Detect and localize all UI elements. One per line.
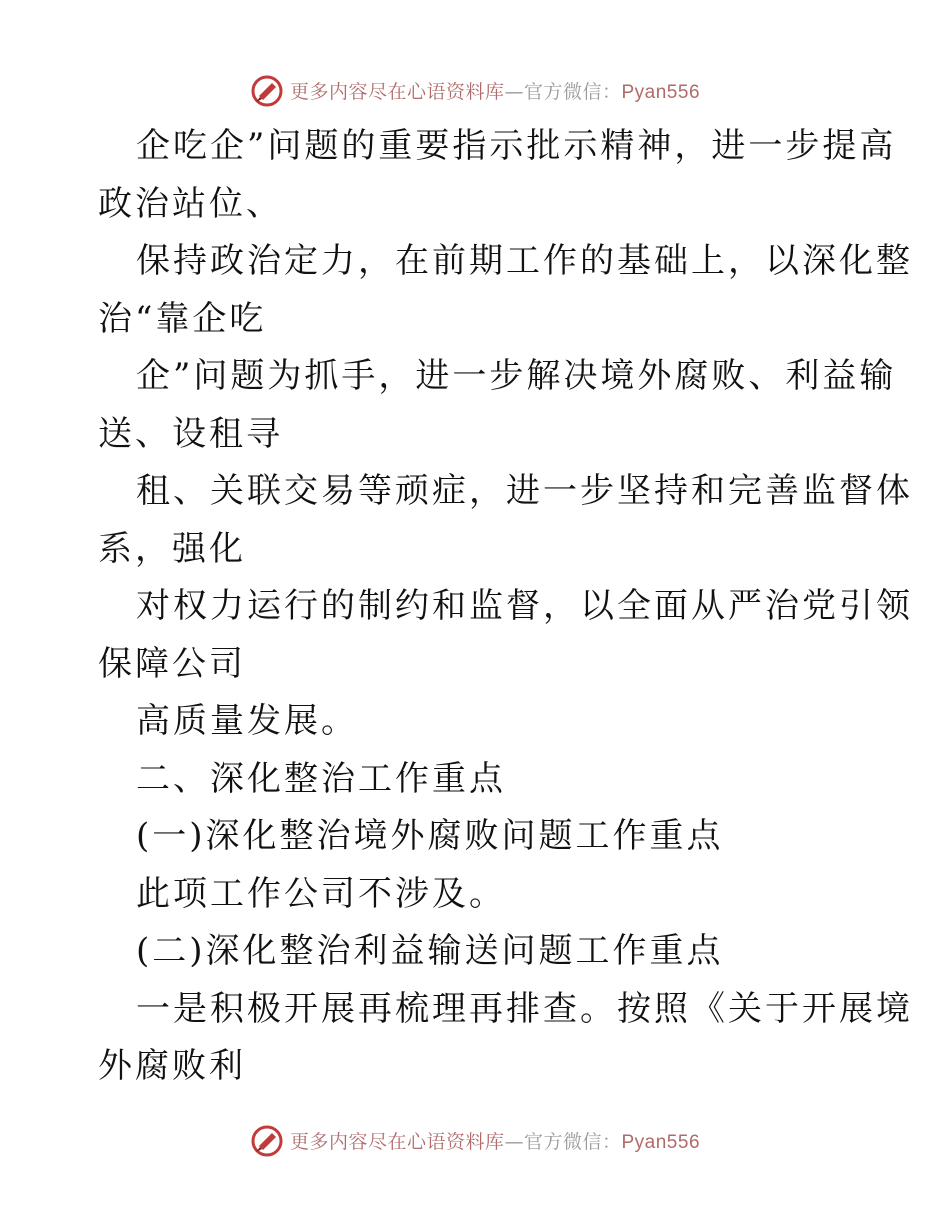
header-watermark [0,70,950,110]
text-line: 治“靠企吃 [98,298,267,339]
header-watermark-text [290,77,700,104]
header-separator: — [504,80,524,103]
text-line: 保持政治定力，在前期工作的基础上，以深化整 [136,241,913,281]
footer-wechat-id: Pyan556 [621,1131,701,1153]
header-wechat-id: Pyan556 [621,81,701,103]
header-site-text: 更多内容尽在心语资料库 [289,80,505,103]
section-heading: 二、深化整治工作重点 [136,758,506,799]
text-line: 保障公司 [98,643,246,684]
text-line: 企”问题为抓手，进一步解决境外腐败、利益输 [136,356,897,396]
text-line: 租、关联交易等顽症，进一步坚持和完善监督体 [136,471,913,511]
document-body [98,118,913,1096]
text-line: 外腐败利 [98,1046,246,1086]
subsection-heading: (一)深化整治境外腐败问题工作重点 [136,816,724,856]
text-line: 企吃企”问题的重要指示批示精神，进一步提高 [136,126,897,166]
text-line: 系，强化 [98,528,246,569]
footer-separator: — [504,1130,524,1153]
header-wechat-label: 官方微信： [523,80,622,103]
subsection-heading: (二)深化整治利益输送问题工作重点 [136,931,724,971]
text-line: 此项工作公司不涉及。 [136,873,506,914]
footer-site-text: 更多内容尽在心语资料库 [289,1130,505,1153]
footer-watermark [0,1120,950,1160]
pen-logo-icon [250,74,284,108]
footer-wechat-label: 官方微信： [523,1130,622,1153]
text-line: 送、设租寻 [98,413,283,454]
footer-watermark-text [290,1127,700,1154]
text-line: 对权力运行的制约和监督，以全面从严治党引领 [136,586,913,626]
text-line: 政治站位、 [98,183,283,224]
text-line: 一是积极开展再梳理再排查。按照《关于开展境 [136,988,913,1029]
text-line: 高质量发展。 [136,701,358,741]
pen-logo-icon [250,1124,284,1158]
